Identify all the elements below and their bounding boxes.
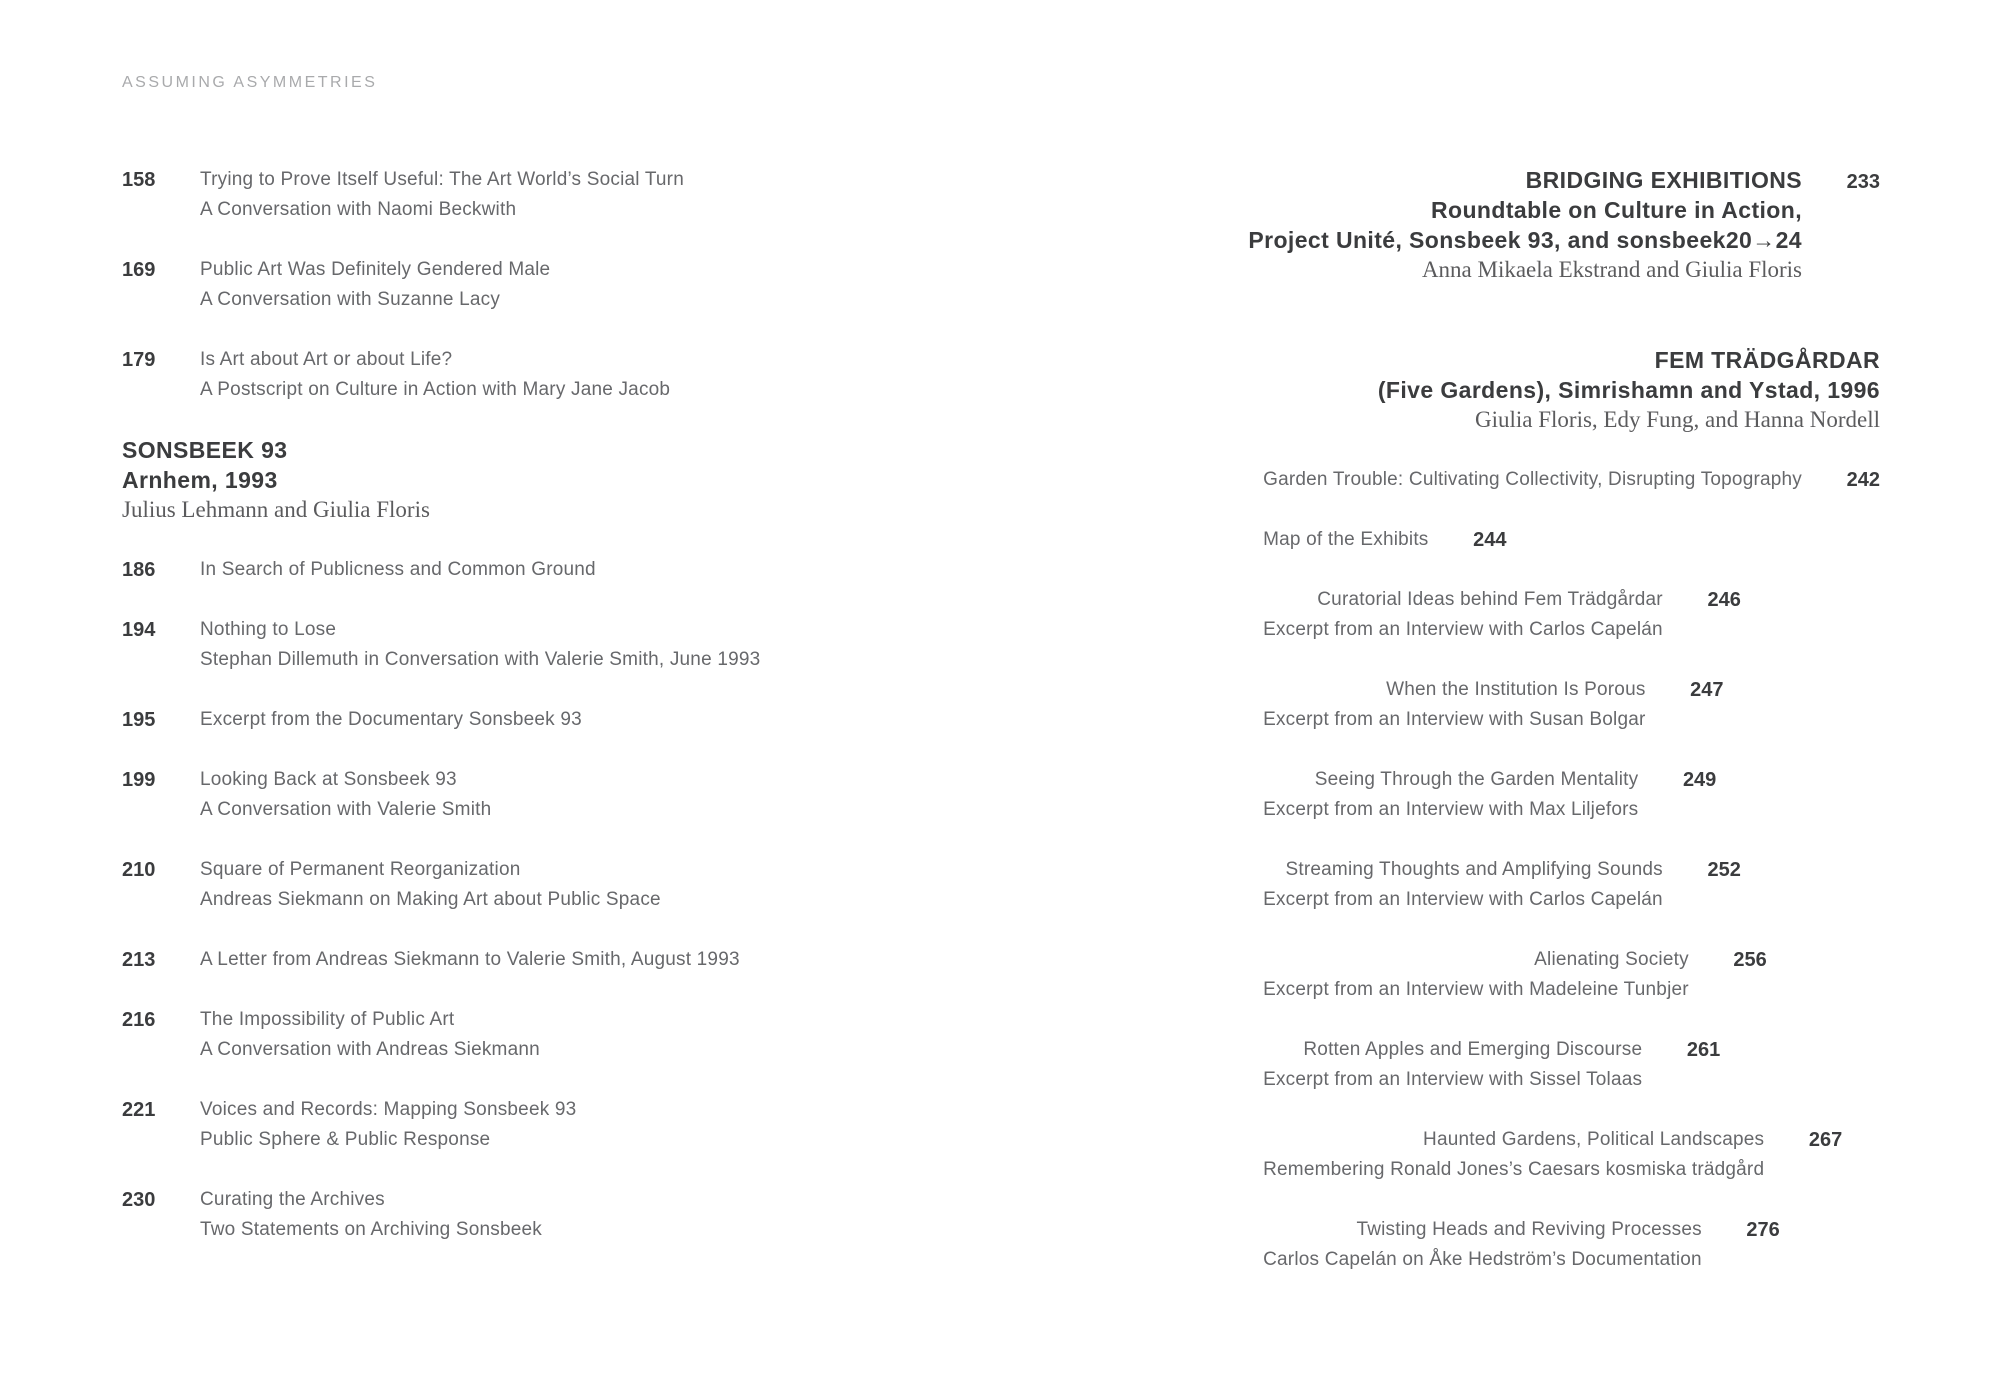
toc-entry xyxy=(122,345,760,405)
entry-subtitle: Excerpt from an Interview with Carlos Capelán xyxy=(1263,619,1663,640)
entry-page-number: 246 xyxy=(1707,589,1741,611)
right-page-column xyxy=(1248,165,1880,1305)
entry-title: A Letter from Andreas Siekmann to Valerie Smith, August 1993 xyxy=(200,949,740,970)
section-title-line: SONSBEEK 93 xyxy=(122,437,288,463)
entry-page-number: 210 xyxy=(122,859,156,881)
entry-title: Voices and Records: Mapping Sonsbeek 93 xyxy=(200,1099,577,1120)
entry-subtitle: Excerpt from an Interview with Madeleine Tunbjer xyxy=(1263,979,1689,1000)
entry-page-number: 195 xyxy=(122,709,156,731)
entry-page-number: 242 xyxy=(1846,469,1880,491)
entry-page-number: 261 xyxy=(1686,1039,1721,1061)
entry-title: Haunted Gardens, Political Landscapes xyxy=(1423,1129,1765,1150)
entry-lines xyxy=(1263,585,1663,645)
entry-subtitle: Two Statements on Archiving Sonsbeek xyxy=(200,1219,543,1240)
entry-lines xyxy=(200,555,596,585)
entry-subtitle: Excerpt from an Interview with Max Liljefors xyxy=(1263,799,1639,820)
section-title-line: (Five Gardens), Simrishamn and Ystad, 1996 xyxy=(1377,377,1880,403)
entry-page-number: 169 xyxy=(122,259,156,281)
entry-subtitle: A Postscript on Culture in Action with Mary Jane Jacob xyxy=(200,379,671,400)
toc-entry xyxy=(122,555,760,585)
section-header-bridging xyxy=(1248,165,1880,285)
section-header-lines xyxy=(1248,165,1802,285)
entry-title: Seeing Through the Garden Mentality xyxy=(1314,769,1639,790)
entry-subtitle: A Conversation with Valerie Smith xyxy=(200,799,492,820)
toc-columns xyxy=(122,165,1880,1305)
toc-entry xyxy=(122,1095,760,1155)
entry-title: Rotten Apples and Emerging Discourse xyxy=(1303,1039,1643,1060)
entry-title: Curating the Archives xyxy=(200,1189,385,1210)
section-title-line: Arnhem, 1993 xyxy=(122,467,278,493)
section-header-lines xyxy=(1378,345,1880,435)
entry-lines xyxy=(1263,675,1645,735)
entry-lines xyxy=(200,855,661,915)
entry-subtitle: Excerpt from an Interview with Sissel Tolaas xyxy=(1263,1069,1643,1090)
toc-entry xyxy=(122,1185,760,1245)
entry-lines xyxy=(1263,765,1638,825)
entry-page-number: 252 xyxy=(1707,859,1741,881)
entry-title: When the Institution Is Porous xyxy=(1386,679,1646,700)
entry-title: Square of Permanent Reorganization xyxy=(200,859,521,880)
entry-title: Looking Back at Sonsbeek 93 xyxy=(200,769,457,790)
entry-title: Nothing to Lose xyxy=(200,619,337,640)
running-head: ASSUMING ASYMMETRIES xyxy=(122,74,378,91)
entry-title: Curatorial Ideas behind Fem Trädgårdar xyxy=(1317,589,1663,610)
toc-entry xyxy=(122,765,760,825)
entry-title: Trying to Prove Itself Useful: The Art World’s Social Turn xyxy=(200,169,684,190)
entry-subtitle: A Conversation with Suzanne Lacy xyxy=(200,289,501,310)
entry-lines xyxy=(1263,1125,1764,1185)
toc-entry xyxy=(122,255,760,315)
entry-subtitle: Excerpt from an Interview with Carlos Capelán xyxy=(1263,889,1663,910)
entry-title: Twisting Heads and Reviving Processes xyxy=(1356,1219,1702,1240)
entry-lines xyxy=(200,615,760,675)
section-title-line: BRIDGING EXHIBITIONS xyxy=(1525,167,1802,193)
section-title-line: Roundtable on Culture in Action, xyxy=(1431,197,1802,223)
entry-lines xyxy=(200,945,740,975)
entry-page-number: 244 xyxy=(1473,529,1507,551)
toc-entry xyxy=(1263,525,1880,555)
section-authors: Julius Lehmann and Giulia Floris xyxy=(122,497,430,522)
entry-subtitle: Excerpt from an Interview with Susan Bolgar xyxy=(1263,709,1646,730)
entry-page-number: 249 xyxy=(1682,769,1717,791)
toc-entry xyxy=(122,615,760,675)
entry-lines xyxy=(200,165,684,225)
section-header-sonsbeek xyxy=(122,435,760,525)
entry-title: Excerpt from the Documentary Sonsbeek 93 xyxy=(200,709,582,730)
entry-subtitle: Stephan Dillemuth in Conversation with Valerie Smith, June 1993 xyxy=(200,649,761,670)
entry-page-number: 221 xyxy=(122,1099,156,1121)
section-title-line: Project Unité, Sonsbeek 93, and sonsbeek20→24 xyxy=(1248,227,1802,253)
entry-page-number: 230 xyxy=(122,1189,156,1211)
entry-title: Alienating Society xyxy=(1534,949,1689,970)
entry-subtitle: Andreas Siekmann on Making Art about Public Space xyxy=(200,889,661,910)
entry-lines xyxy=(200,1185,542,1245)
toc-entry xyxy=(122,165,760,225)
section-authors: Giulia Floris, Edy Fung, and Hanna Nordell xyxy=(1474,407,1880,432)
toc-entry xyxy=(1263,855,1880,915)
entry-lines xyxy=(1263,465,1802,495)
entry-title: Garden Trouble: Cultivating Collectivity, Disrupting Topography xyxy=(1263,469,1802,490)
entry-subtitle: Public Sphere & Public Response xyxy=(200,1129,491,1150)
entry-lines xyxy=(200,765,491,825)
toc-entry xyxy=(122,945,760,975)
toc-entry xyxy=(122,855,760,915)
toc-entry xyxy=(1263,675,1880,735)
entry-page-number: 213 xyxy=(122,949,156,971)
section-authors: Anna Mikaela Ekstrand and Giulia Floris xyxy=(1421,257,1802,282)
toc-entry xyxy=(1263,465,1880,495)
entry-page-number: 216 xyxy=(122,1009,156,1031)
section-title-line: FEM TRÄDGÅRDAR xyxy=(1654,347,1880,373)
entry-title: In Search of Publicness and Common Ground xyxy=(200,559,596,580)
entry-page-number: 267 xyxy=(1808,1129,1843,1151)
entry-subtitle: Remembering Ronald Jones’s Caesars kosmiska trädgård xyxy=(1263,1159,1765,1180)
toc-entry xyxy=(1263,585,1880,645)
entry-lines xyxy=(200,1095,576,1155)
entry-title: Map of the Exhibits xyxy=(1263,529,1429,550)
entry-page-number: 158 xyxy=(122,169,156,191)
left-entries-main xyxy=(122,555,760,1245)
entry-lines xyxy=(200,255,550,315)
entry-subtitle: A Conversation with Andreas Siekmann xyxy=(200,1039,540,1060)
entry-title: Public Art Was Definitely Gendered Male xyxy=(200,259,551,280)
entry-subtitle: A Conversation with Naomi Beckwith xyxy=(200,199,517,220)
right-entries-main xyxy=(1263,465,1880,1305)
toc-entry xyxy=(1263,945,1880,1005)
entry-page-number: 194 xyxy=(122,619,156,641)
entry-lines xyxy=(1263,945,1689,1005)
left-entries-top xyxy=(122,165,760,405)
entry-page-number: 199 xyxy=(122,769,156,791)
section-page-number: 233 xyxy=(1846,171,1880,193)
entry-page-number: 179 xyxy=(122,349,156,371)
entry-lines xyxy=(200,705,582,735)
entry-lines xyxy=(1263,855,1663,915)
entry-page-number: 256 xyxy=(1733,949,1767,971)
toc-entry xyxy=(122,1005,760,1065)
left-page-column xyxy=(122,165,760,1305)
entry-page-number: 276 xyxy=(1746,1219,1780,1241)
entry-lines xyxy=(1263,525,1428,555)
entry-page-number: 186 xyxy=(122,559,156,581)
toc-entry xyxy=(1263,765,1880,825)
entry-title: The Impossibility of Public Art xyxy=(200,1009,455,1030)
entry-title: Is Art about Art or about Life? xyxy=(200,349,453,370)
entry-title: Streaming Thoughts and Amplifying Sounds xyxy=(1285,859,1663,880)
entry-lines xyxy=(1263,1215,1702,1275)
entry-lines xyxy=(200,1005,540,1065)
toc-entry xyxy=(1263,1035,1880,1095)
toc-entry xyxy=(1263,1215,1880,1275)
entry-lines xyxy=(200,345,670,405)
entry-page-number: 247 xyxy=(1690,679,1724,701)
entry-subtitle: Carlos Capelán on Åke Hedström’s Documentation xyxy=(1263,1249,1702,1270)
toc-entry xyxy=(1263,1125,1880,1185)
entry-lines xyxy=(1263,1035,1642,1095)
section-header-fem xyxy=(1378,345,1880,435)
toc-entry xyxy=(122,705,760,735)
